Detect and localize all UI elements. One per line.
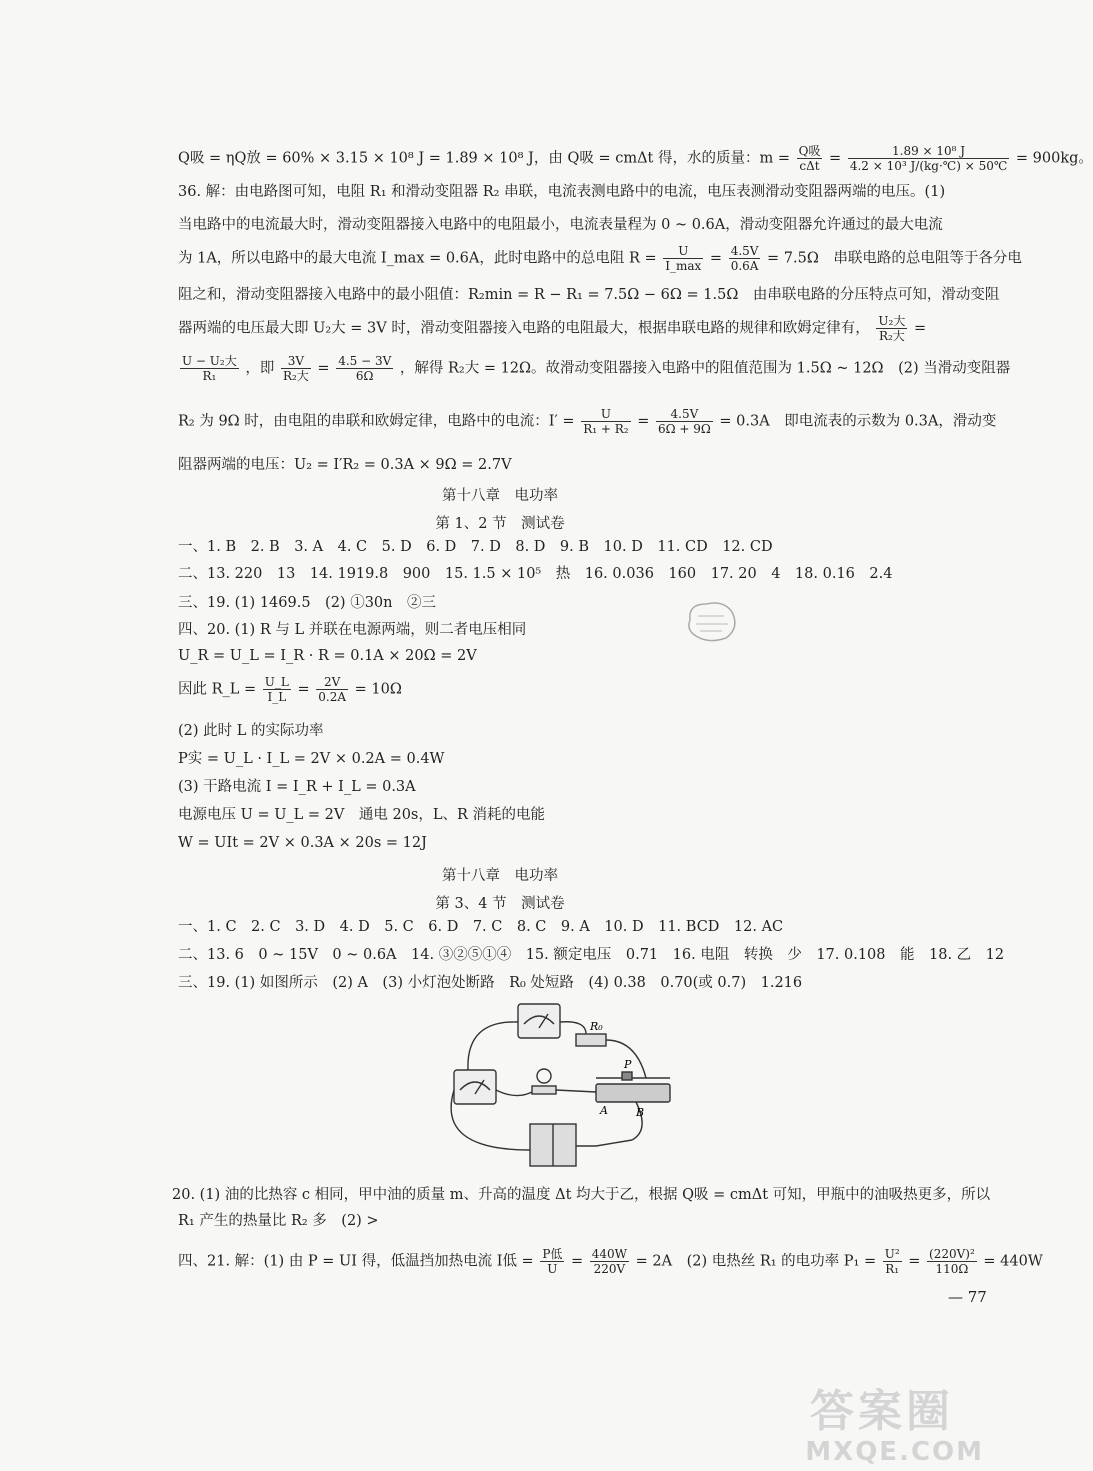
label-p: P (624, 1058, 632, 1071)
answer-line-7: R₂ 为 9Ω 时，由电阻的串联和欧姆定律，电路中的电流：I′ = $\frac{U}{\text{R₁ + R₂}}$ = $\frac{4.5V}{6\Omega + 9\Omega}$ = 0.3A 即电流表的示数为 0.3A，滑动变 (178, 407, 997, 436)
answer-line-6: $\frac{\text{U − U₂大}}{\text{R₁}}$ ，即 $\frac{3V}{\text{R₂大}}$ = $\frac{4.5 - 3V}{6\Omega}$ ，解得 R₂大 = 12Ω。故滑动变阻器接入电路中的阻值范围为 1.5Ω ~ 12Ω (2) 当滑动变阻器 (182, 354, 1011, 383)
fraction: $\frac{\text{Q吸}}{\text{cΔt}}$ (798, 144, 821, 173)
fraction: $\frac{\text{U₂大}}{\text{R₂大}}$ (878, 314, 906, 343)
answer-line-a11: W = UIt = 2V × 0.3A × 20s = 12J (178, 835, 427, 851)
answer-line-a7: (2) 此时 L 的实际功率 (178, 723, 324, 739)
answer-line-a9: (3) 干路电流 I = I_R + I_L = 0.3A (178, 779, 416, 795)
answer-line-a1: 一、1. B 2. B 3. A 4. C 5. D 6. D 7. D 8. D 9. B 10. D 11. CD 12. CD (178, 539, 773, 555)
fraction: $\frac{4.5V}{6\Omega + 9\Omega}$ (657, 407, 711, 436)
answer-line-b4: 20. (1) 油的比热容 c 相同，甲中油的质量 m、升高的温度 Δt 均大于乙，根据 Q吸 = cmΔt 可知，甲瓶中的油吸热更多，所以 (172, 1187, 991, 1203)
fraction: $\frac{2V}{0.2A}$ (318, 675, 346, 704)
answer-line-a6: 因此 R_L = $\frac{U\_L}{I\_L}$ = $\frac{2V}{0.2A}$ = 10Ω (178, 675, 402, 704)
stamp-mark-icon (684, 598, 740, 644)
label-a: A (600, 1104, 608, 1117)
answer-line-b1: 一、1. C 2. C 3. D 4. D 5. C 6. D 7. C 8. C 9. A 10. D 11. BCD 12. AC (178, 919, 784, 935)
switch-icon (596, 1140, 632, 1146)
fraction: $\frac{U\_L}{I\_L}$ (264, 675, 289, 704)
answer-line-b5: R₁ 产生的热量比 R₂ 多 (2) > (178, 1213, 379, 1229)
answer-line-2: 当电路中的电流最大时，滑动变阻器接入电路中的电阻最小，电流表量程为 0 ~ 0.6A，滑动变阻器允许通过的最大电流 (178, 217, 943, 233)
answer-line-b6: 四、21. 解：(1) 由 P = UI 得，低温挡加热电流 I低 = $\frac{\text{P低}}{U}$ = $\frac{440W}{220V}$ = 2A (2) 电热丝 R₁ 的电功率 P₁ = $\frac{\text{U²}}{\text{R₁}}$ = $\frac{\text{(220V)²}}{110\Omega}$ = 440W (178, 1247, 1043, 1276)
text-segment: Q吸 = ηQ放 = 60% × 3.15 × 10⁸ J = 1.89 × 10⁸ J，由 Q吸 = cmΔt 得，水的质量：m = (178, 150, 790, 167)
rheostat-icon (596, 1084, 670, 1102)
page-number: — 77 (948, 1288, 987, 1306)
ammeter-icon (454, 1070, 496, 1104)
faint-watermark-1 (140, 1110, 156, 1145)
section-title-2: 第 3、4 节 测试卷 (435, 896, 565, 912)
answer-line-a8: P实 = U_L · I_L = 2V × 0.2A = 0.4W (178, 751, 445, 767)
resistor-icon (576, 1034, 606, 1046)
label-b: B (636, 1106, 645, 1119)
fraction: $\frac{U}{I\_\max}$ (665, 244, 702, 273)
fraction: $\frac{3V}{\text{R₂大}}$ (282, 354, 309, 383)
answer-line-a2: 二、13. 220 13 14. 1919.8 900 15. 1.5 × 10⁵ 热 16. 0.036 160 17. 20 4 18. 0.16 2.4 (178, 566, 893, 582)
answer-line-5: 器两端的电压最大即 U₂大 = 3V 时，滑动变阻器接入电路的电阻最大，根据串联电路的规律和欧姆定律有， $\frac{\text{U₂大}}{\text{R₂大}}$ = (178, 314, 927, 343)
voltmeter-icon (518, 1004, 560, 1038)
answer-line-8: 阻器两端的电压：U₂ = I′R₂ = 0.3A × 9Ω = 2.7V (178, 457, 512, 473)
fraction: $\frac{U}{\text{R₁ + R₂}}$ (583, 407, 629, 436)
fraction: $\frac{\text{P低}}{U}$ (542, 1247, 563, 1276)
chapter-heading-2: 第十八章 电功率 (442, 868, 558, 884)
watermark-url: MXQE.COM (805, 1437, 984, 1467)
watermark-logo (664, 1371, 994, 1471)
answer-line-b2: 二、13. 6 0 ~ 15V 0 ~ 0.6A 14. ③②⑤①④ 15. 额定电压 0.71 16. 电阻 转换 少 17. 0.108 能 18. 乙 12 (178, 947, 1005, 963)
answer-line-a4: 四、20. (1) R 与 L 并联在电源两端，则二者电压相同 (178, 622, 527, 638)
fraction: $\frac{\text{1.89 × 10⁸ J}}{\text{4.2 × 10³ J/(kg·℃) × 50℃}}$ (849, 144, 1008, 173)
answer-line-0: Q吸 = ηQ放 = 60% × 3.15 × 10⁸ J = 1.89 × 10⁸ J，由 Q吸 = cmΔt 得，水的质量：m = $\frac{\text{Q吸}}{\text{cΔt}}$ = $\frac{\text{1.89 × 10⁸ J}}{\text{4.2 × 10³ J/(kg·℃) × 50℃}}$ = 900kg。 (178, 144, 1093, 173)
answer-line-1: 36. 解：由电路图可知，电阻 R₁ 和滑动变阻器 R₂ 串联，电流表测电路中的电流，电压表测滑动变阻器两端的电压。(1) (178, 184, 946, 200)
lamp-icon (537, 1069, 551, 1083)
watermark-text: 答案圈 (810, 1386, 954, 1437)
section-title-1: 第 1、2 节 测试卷 (435, 516, 565, 532)
chapter-heading-1: 第十八章 电功率 (442, 488, 558, 504)
answer-line-a10: 电源电压 U = U_L = 2V 通电 20s，L、R 消耗的电能 (178, 807, 546, 823)
answer-line-4: 阻之和，滑动变阻器接入电路中的最小阻值：R₂min = R − R₁ = 7.5Ω − 6Ω = 1.5Ω 由串联电路的分压特点可知，滑动变阻 (178, 287, 1000, 303)
fraction: $\frac{\text{U − U₂大}}{\text{R₁}}$ (182, 354, 237, 383)
fraction: $\frac{4.5V}{0.6A}$ (730, 244, 759, 273)
answer-line-b3: 三、19. (1) 如图所示 (2) A (3) 小灯泡处断路 R₀ 处短路 (4) 0.38 0.70(或 0.7) 1.216 (178, 975, 803, 991)
answer-line-a3: 三、19. (1) 1469.5 (2) ①30n ②三 (178, 595, 436, 611)
answer-line-3: 为 1A，所以电路中的最大电流 I_max = 0.6A，此时电路中的总电阻 R = $\frac{U}{I\_\max}$ = $\frac{4.5V}{0.6A}$ = 7.5Ω 串联电路的总电阻等于各分电 (178, 244, 1022, 273)
fraction: $\frac{\text{(220V)²}}{110\Omega}$ (929, 1247, 975, 1276)
fraction: $\frac{4.5 - 3V}{6\Omega}$ (338, 354, 392, 383)
fraction: $\frac{440W}{220V}$ (591, 1247, 628, 1276)
circuit-diagram (436, 1000, 686, 1170)
answer-line-a5: U_R = U_L = I_R · R = 0.1A × 20Ω = 2V (178, 648, 477, 664)
label-r0: R₀ (590, 1020, 603, 1033)
fraction: $\frac{\text{U²}}{\text{R₁}}$ (884, 1247, 900, 1276)
text-segment: = 900kg。 (1015, 150, 1093, 167)
